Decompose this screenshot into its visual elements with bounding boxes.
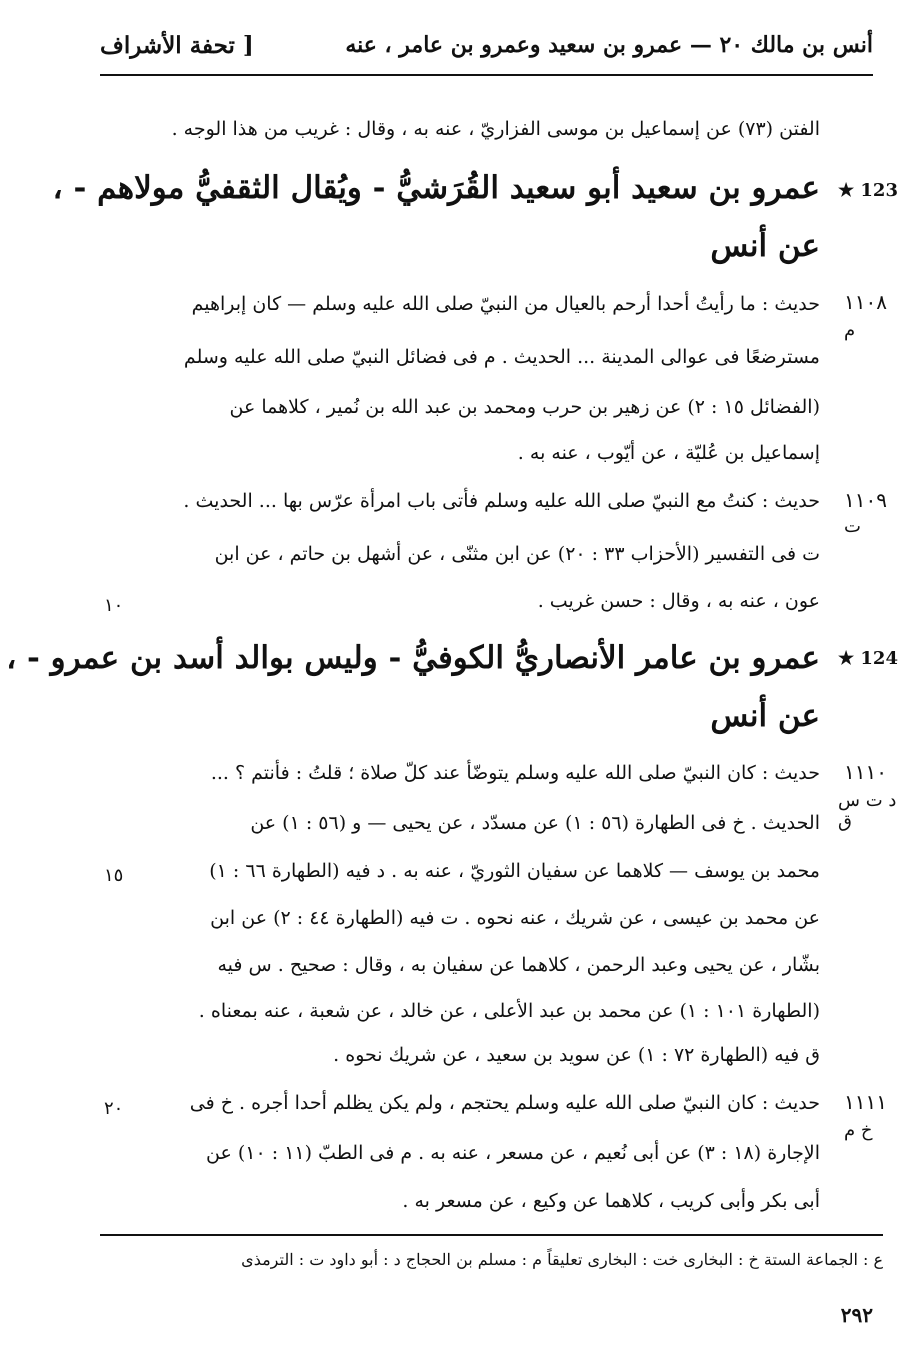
line-number-margin: ٢٠ xyxy=(104,1098,124,1119)
line-number-margin: ١٠ xyxy=(104,595,124,616)
narrator-heading-sub: عن أنس xyxy=(710,698,820,734)
text-line: الحديث . خ فى الطهارة (٥٦ : ١) عن مسدّد ، عن يحيى — و (٥٦ : ١) عن xyxy=(250,812,820,834)
narrator-heading: عمرو بن سعيد أبو سعيد القُرَشيُّ - ويُقال الثقفيُّ مولاهم - ، xyxy=(52,170,820,206)
footer-rule xyxy=(100,1234,883,1236)
hadith-number: ١١٠٨ xyxy=(844,290,887,314)
hadith-source-code: خ م xyxy=(844,1120,873,1141)
narrator-number: ★ 123 xyxy=(838,180,898,201)
hadith-number: ١١١٠ xyxy=(844,760,887,784)
text-line: عن محمد بن عيسى ، عن شريك ، عنه نحوه . ت فيه (الطهارة ٤٤ : ٢) عن ابن xyxy=(210,907,820,929)
text-line: حديث : كنتُ مع النبيّ صلى الله عليه وسلم فأتى باب امرأة عرّس بها ... الحديث . xyxy=(183,490,820,512)
text-line: عون ، عنه به ، وقال : حسن غريب . xyxy=(537,590,820,612)
text-line: مسترضعًا فى عوالى المدينة ... الحديث . م فى فضائل النبيّ صلى الله عليه وسلم xyxy=(183,346,820,368)
hadith-source-code: ت xyxy=(844,516,861,537)
text-line: ق فيه (الطهارة ٧٢ : ١) عن سويد بن سعيد ، عن شريك نحوه . xyxy=(333,1044,820,1066)
book-title: [ تحفة الأشراف xyxy=(100,32,254,59)
narrator-number: ★ 124 xyxy=(838,648,898,669)
text-line: (الطهارة ١٠١ : ١) عن محمد بن عبد الأعلى ، عن خالد ، عن شعبة ، عنه بمعناه . xyxy=(198,1000,820,1022)
narrator-heading-sub: عن أنس xyxy=(710,228,820,264)
text-line: ت فى التفسير (الأحزاب ٣٣ : ٢٠) عن ابن مثنّى ، عن أشهل بن حاتم ، عن ابن xyxy=(214,543,820,565)
text-line: الفتن (٧٣) عن إسماعيل بن موسى الفزاريّ ، عنه به ، وقال : غريب من هذا الوجه . xyxy=(171,118,820,140)
text-line: حديث : كان النبيّ صلى الله عليه وسلم يتوضّأ عند كلّ صلاة ؛ قلتُ : فأنتم ؟ ... xyxy=(210,762,820,784)
text-line: حديث : ما رأيتُ أحدا أرحم بالعيال من النبيّ صلى الله عليه وسلم — كان إبراهيم xyxy=(191,293,820,315)
narrator-heading: عمرو بن عامر الأنصاريُّ الكوفيُّ - وليس بوالد أسد بن عمرو - ، xyxy=(6,640,820,676)
hadith-number: ١١٠٩ xyxy=(844,488,887,512)
text-line: (الفضائل ١٥ : ٢) عن زهير بن حرب ومحمد بن عبد الله بن نُمير ، كلاهما عن xyxy=(229,396,820,418)
text-line: أبى بكر وأبى كريب ، كلاهما عن وكيع ، عن مسعر به . xyxy=(402,1190,820,1212)
abbreviation-legend: ع : الجماعة الستة خ : البخارى خت : البخارى تعليقاً م : مسلم بن الحجاج د : أبو داود ت : الترمذى xyxy=(241,1250,883,1269)
hadith-number: ١١١١ xyxy=(844,1090,887,1114)
line-number-margin: ١٥ xyxy=(104,865,124,886)
running-header xyxy=(100,28,873,76)
hadith-source-code: م xyxy=(844,320,856,341)
running-title: أنس بن مالك ٢٠ — عمرو بن سعيد وعمرو بن عامر ، عنه xyxy=(345,32,873,58)
text-line: بشّار ، عن يحيى وعبد الرحمن ، كلاهما عن سفيان به ، وقال : صحيح . س فيه xyxy=(217,954,820,976)
text-line: الإجارة (١٨ : ٣) عن أبى نُعيم ، عن مسعر ، عنه به . م فى الطبّ (١١ : ١٠) عن xyxy=(206,1142,820,1164)
hadith-source-code: د ت س ق xyxy=(838,790,897,832)
text-line: إسماعيل بن عُليّة ، عن أيّوب ، عنه به . xyxy=(517,442,820,464)
page-number: ٢٩٢ xyxy=(840,1303,873,1327)
text-line: محمد بن يوسف — كلاهما عن سفيان الثوريّ ، عنه به . د فيه (الطهارة ٦٦ : ١) xyxy=(209,860,820,882)
text-line: حديث : كان النبيّ صلى الله عليه وسلم يحتجم ، ولم يكن يظلم أحدا أجره . خ فى xyxy=(189,1092,820,1114)
